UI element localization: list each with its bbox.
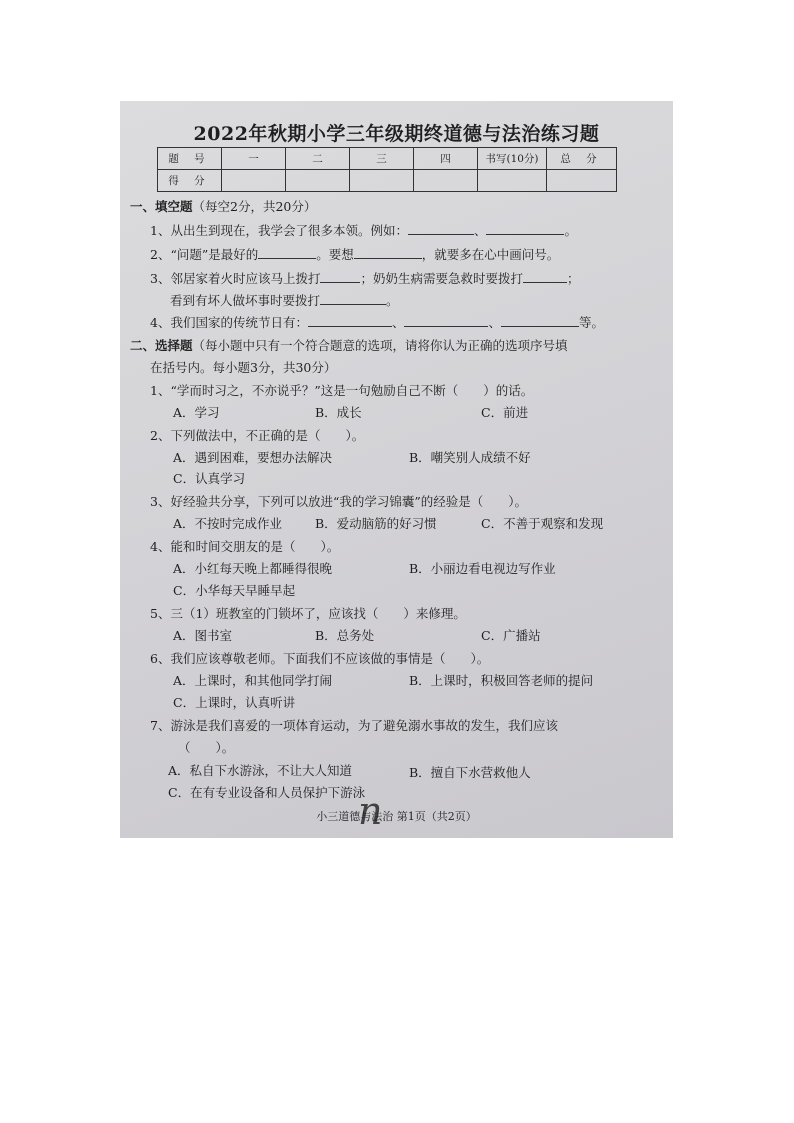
choice-option-c[interactable]: C．不善于观察和发现 — [481, 516, 604, 531]
fill-question-3 — [150, 269, 580, 287]
score-table-header-cell: 四 — [414, 148, 478, 170]
choice-option-c[interactable]: C．前进 — [481, 405, 529, 420]
question-text: 3、邻居家着火时应该马上拨打 — [150, 271, 321, 286]
section1-heading: 一、填空题 — [130, 199, 193, 214]
choice-option-b[interactable]: B．总务处 — [315, 628, 375, 643]
choice-option-c[interactable]: C．在有专业设备和人员保护下游泳 — [168, 785, 366, 800]
question-text: ； — [566, 271, 580, 286]
choice-option-b[interactable]: B．小丽边看电视边写作业 — [409, 561, 556, 576]
choice-question-stem-cont: （ ）。 — [178, 740, 235, 755]
question-text: 、 — [391, 315, 405, 330]
question-text: 。要想 — [316, 247, 354, 262]
choice-option-c[interactable]: C．认真学习 — [173, 471, 246, 486]
answer-blank[interactable] — [486, 222, 564, 235]
score-table — [157, 147, 617, 192]
page-footer: 小三道德与法治 第1页（共2页） — [316, 810, 477, 823]
answer-blank[interactable] — [308, 314, 392, 327]
score-table-score-row — [158, 170, 617, 192]
question-text: 。 — [564, 223, 577, 238]
answer-blank[interactable] — [258, 246, 316, 259]
score-table-header-cell: 三 — [350, 148, 414, 170]
section1-heading-line — [130, 197, 316, 215]
question-text: 、 — [473, 223, 487, 238]
answer-blank[interactable] — [320, 292, 386, 305]
choice-option-a[interactable]: A．遇到困难，要想办法解决 — [173, 450, 333, 465]
question-text: 、 — [488, 315, 501, 330]
choice-question-stem: 5、三（1）班教室的门锁坏了，应该找（ ）来修理。 — [150, 606, 466, 621]
choice-question-stem: 6、我们应该尊敬老师。下面我们不应该做的事情是（ ）。 — [150, 651, 490, 666]
choice-question-stem: 3、好经验共分享，下列可以放进“我的学习锦囊”的经验是（ ）。 — [150, 494, 527, 509]
answer-blank[interactable] — [404, 314, 488, 327]
section1-note: （每空2分，共20分） — [192, 199, 317, 214]
choice-option-a[interactable]: A．图书室 — [173, 628, 233, 643]
score-table-header-cell: 书写(10分) — [478, 148, 547, 170]
choice-option-a[interactable]: A．不按时完成作业 — [173, 516, 283, 531]
choice-question-stem: 2、下列做法中，不正确的是（ ）。 — [150, 428, 365, 443]
fill-question-2 — [150, 245, 559, 263]
fill-question-3-cont — [170, 291, 399, 309]
score-table-header-row — [158, 148, 617, 170]
choice-question-stem: 1、“学而时习之，不亦说乎？”这是一句勉励自己不断（ ）的话。 — [150, 383, 534, 398]
question-text: 1、从出生到现在，我学会了很多本领。例如： — [150, 223, 408, 238]
answer-blank[interactable] — [354, 246, 422, 259]
question-text: 等。 — [579, 315, 605, 330]
handwritten-mark: n — [358, 789, 383, 833]
question-text: 看到有坏人做坏事时要拨打 — [170, 293, 321, 308]
fill-question-4 — [150, 313, 604, 331]
exam-title: 2022年秋期小学三年级期终道德与法治练习题 — [193, 123, 600, 145]
section2-heading: 二、选择题 — [130, 338, 193, 353]
question-text: 4、我们国家的传统节日有： — [150, 315, 308, 330]
score-cell[interactable] — [547, 170, 617, 192]
answer-blank[interactable] — [523, 270, 567, 283]
fill-question-1 — [150, 221, 577, 239]
exam-page-photo — [120, 101, 673, 838]
choice-option-a[interactable]: A．上课时，和其他同学打闹 — [173, 673, 333, 688]
score-cell[interactable] — [222, 170, 286, 192]
section2-heading-line — [130, 336, 568, 354]
choice-option-b[interactable]: B．成长 — [315, 405, 362, 420]
section2-note: （每小题中只有一个符合题意的选项，请将你认为正确的选项序号填 — [192, 338, 568, 353]
question-text: 2、“问题”是最好的 — [150, 247, 259, 262]
score-table-header-cell: 总 分 — [547, 148, 617, 170]
choice-option-a[interactable]: A．私自下水游泳，不让大人知道 — [168, 763, 353, 778]
score-table-header-cell: 题 号 — [158, 148, 222, 170]
answer-blank[interactable] — [501, 314, 579, 327]
choice-question-stem: 4、能和时间交朋友的是（ ）。 — [150, 539, 340, 554]
question-text: ；奶奶生病需要急救时要拨打 — [360, 271, 523, 286]
choice-option-a[interactable]: A．小红每天晚上都睡得很晚 — [173, 561, 333, 576]
choice-option-c[interactable]: C．小华每天早睡早起 — [173, 583, 296, 598]
score-cell[interactable] — [414, 170, 478, 192]
answer-blank[interactable] — [408, 222, 474, 235]
answer-blank[interactable] — [320, 270, 360, 283]
choice-question-stem: 7、游泳是我们喜爱的一项体育运动，为了避免溺水事故的发生，我们应该 — [150, 718, 558, 733]
score-cell[interactable] — [350, 170, 414, 192]
score-cell[interactable] — [478, 170, 547, 192]
question-text: ，就要多在心中画问号。 — [421, 247, 560, 262]
question-text: 。 — [386, 293, 399, 308]
score-cell[interactable] — [286, 170, 350, 192]
choice-option-a[interactable]: A．学习 — [173, 405, 220, 420]
score-table-header-cell: 二 — [286, 148, 350, 170]
score-table-header-cell: 一 — [222, 148, 286, 170]
section2-note-cont: 在括号内。每小题3分，共30分） — [150, 360, 337, 375]
choice-option-b[interactable]: B．爱动脑筋的好习惯 — [315, 516, 437, 531]
choice-option-b[interactable]: B．上课时，积极回答老师的提问 — [409, 673, 594, 688]
choice-option-b[interactable]: B．嘲笑别人成绩不好 — [409, 450, 531, 465]
score-table-row-label: 得 分 — [158, 170, 222, 192]
choice-option-c[interactable]: C．上课时，认真听讲 — [173, 695, 296, 710]
choice-option-c[interactable]: C．广播站 — [481, 628, 541, 643]
choice-option-b[interactable]: B．擅自下水营救他人 — [409, 765, 531, 780]
